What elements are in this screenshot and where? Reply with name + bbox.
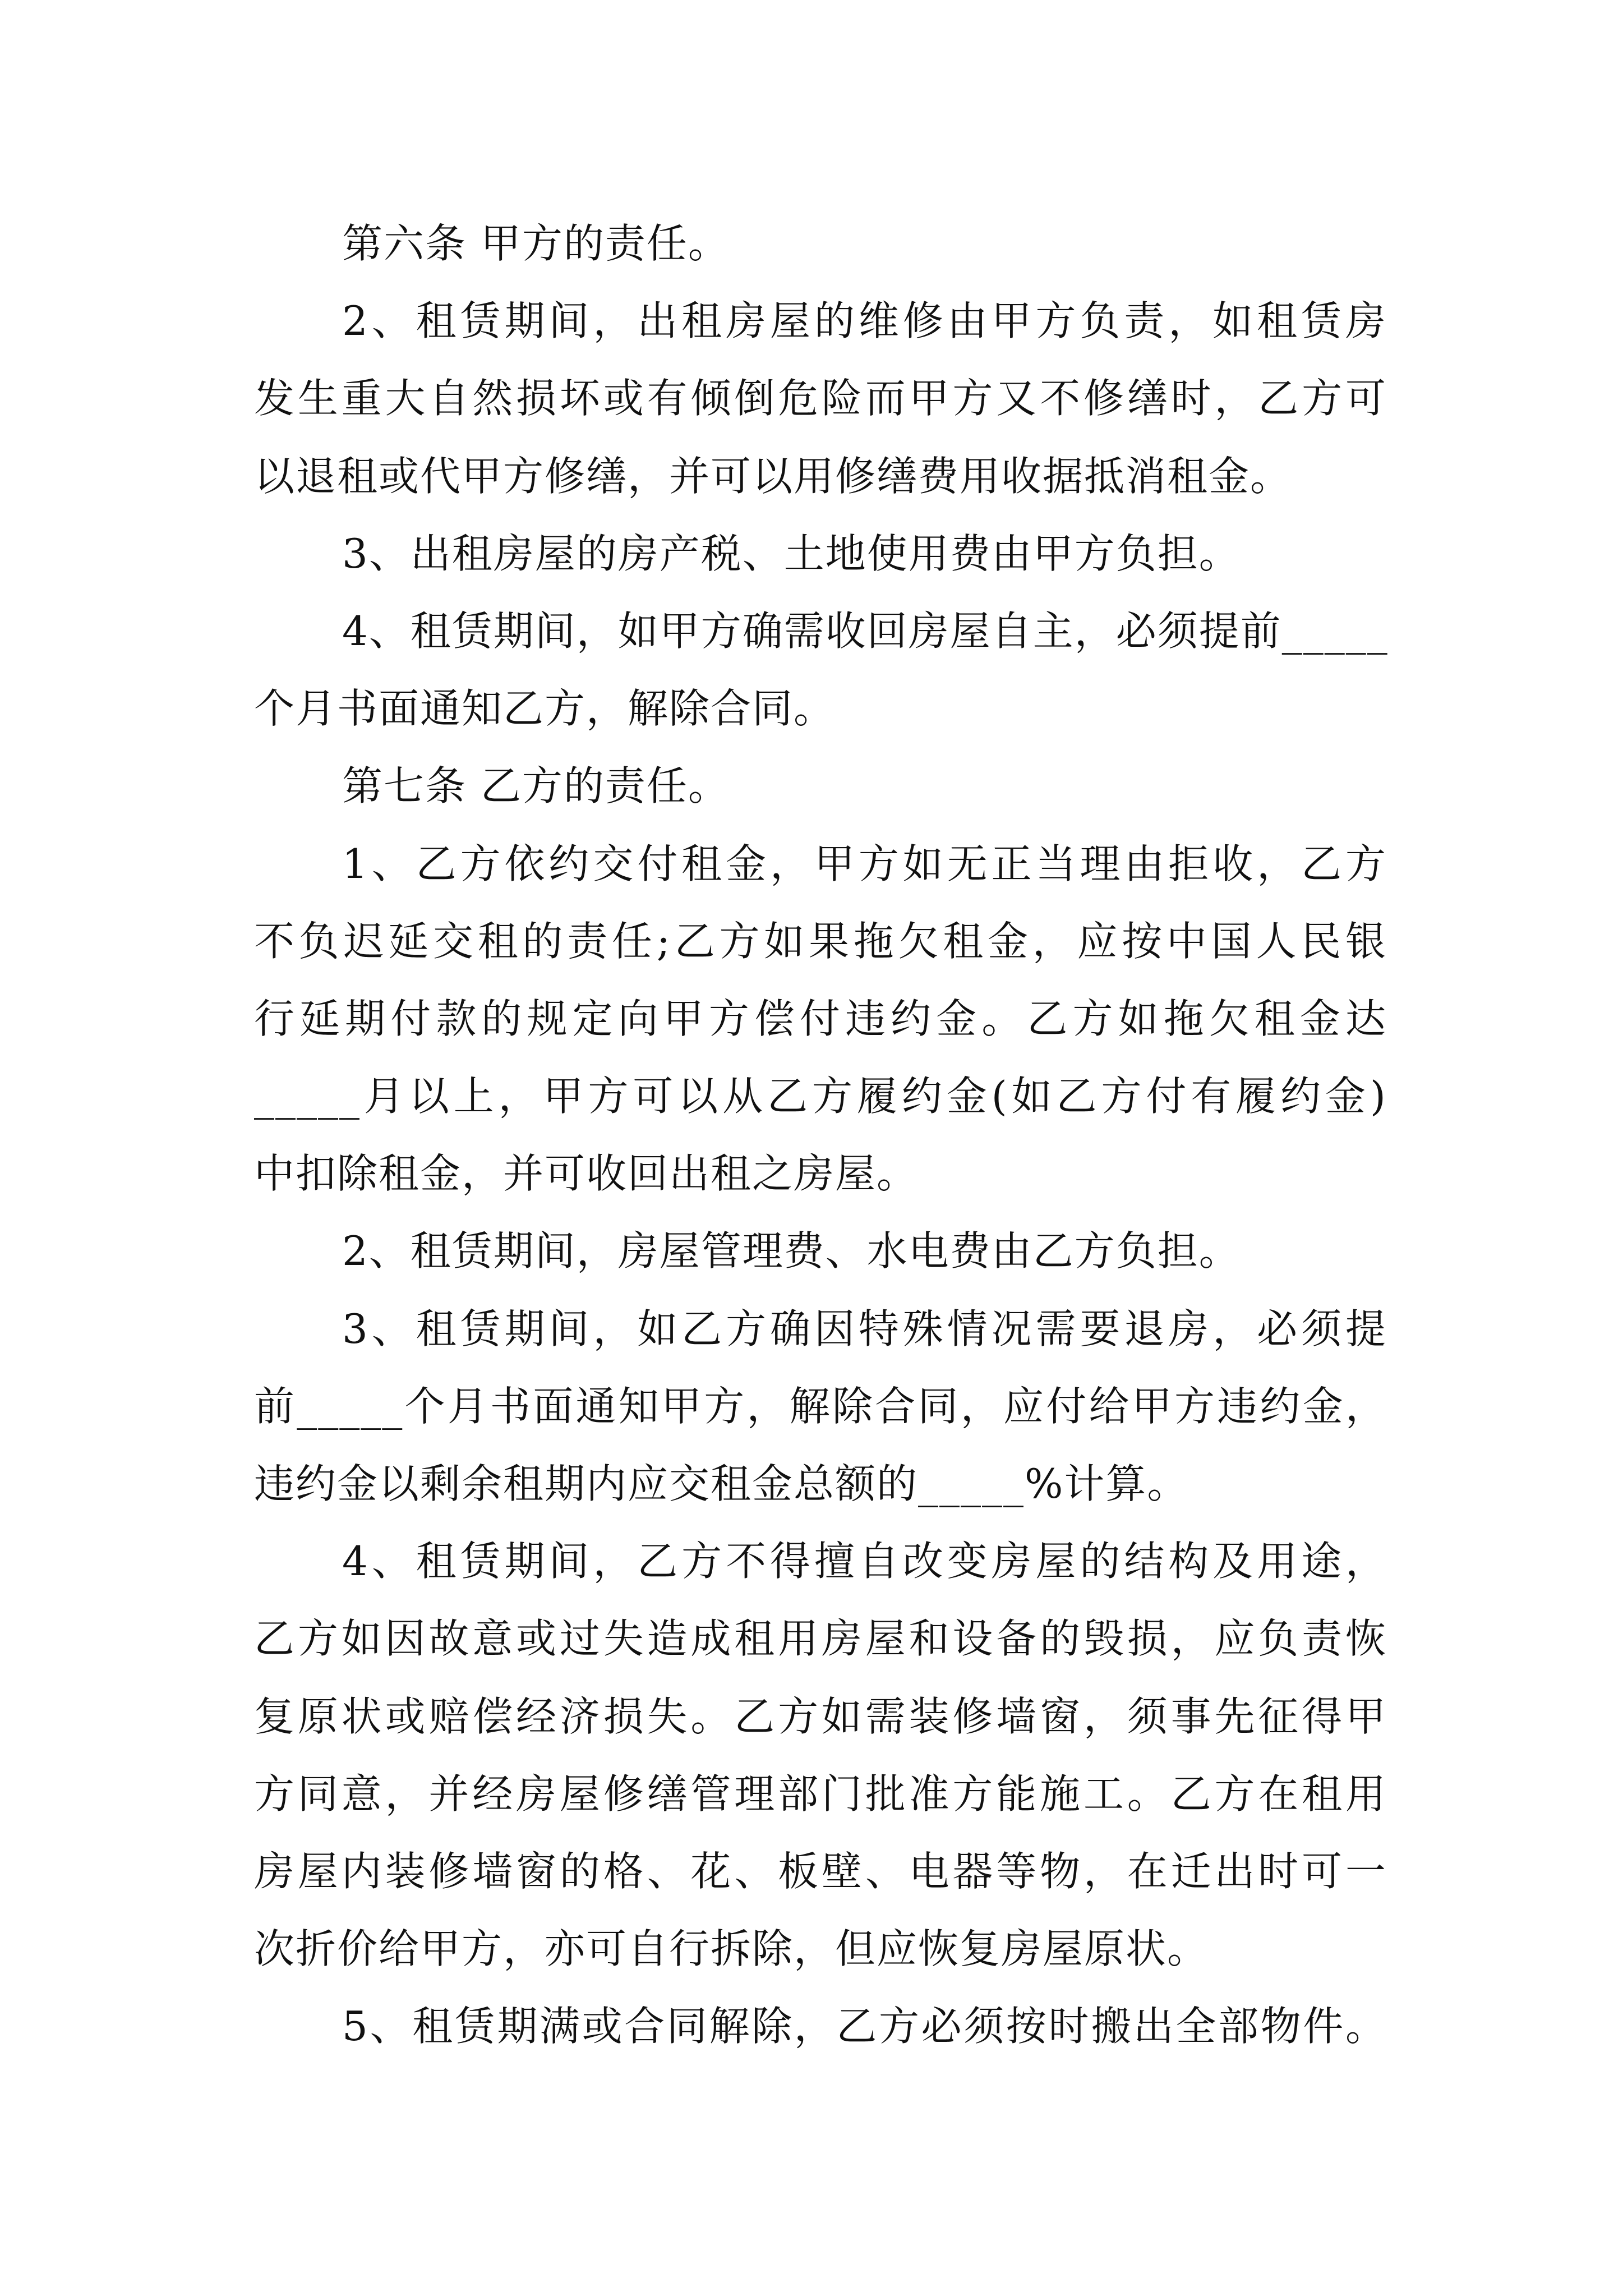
article-6-heading [254,205,1387,282]
text-line: 方同意，并经房屋修缮管理部门批准方能施工。乙方在租用 [254,1770,1387,1818]
text-line: 4、租赁期间，如甲方确需收回房屋自主，必须提前_____ [342,607,1389,655]
text-line: 1、乙方依约交付租金，甲方如无正当理由拒收，乙方 [342,840,1387,887]
clause-7-1 [254,825,1387,1213]
text-line: 复原状或赔偿经济损失。乙方如需装修墙窗，须事先征得甲 [254,1692,1387,1740]
contract-text-body [254,205,1387,2065]
clause-6-4 [254,592,1387,747]
clause-6-3 [254,515,1387,592]
text-line: 次折价给甲方，亦可自行拆除，但应恢复房屋原状。 [254,1925,1209,1973]
text-line: 乙方如因故意或过失造成租用房屋和设备的毁损，应负责恢 [254,1615,1387,1663]
text-line: 2、租赁期间，房屋管理费、水电费由乙方负担。 [342,1227,1241,1275]
clause-7-4 [254,1522,1387,1987]
clause-7-2 [254,1212,1387,1290]
text-line: 4、租赁期间，乙方不得擅自改变房屋的结构及用途， [342,1538,1387,1585]
clause-6-2 [254,282,1387,515]
article-7-heading [254,747,1387,825]
text-line: 违约金以剩余租期内应交租金总额的_____%计算。 [254,1460,1189,1507]
text-line: 不负迟延交租的责任;乙方如果拖欠租金，应按中国人民银 [254,917,1387,965]
text-line: 发生重大自然损坏或有倾倒危险而甲方又不修缮时，乙方可 [254,375,1387,422]
text-line: 5、租赁期满或合同解除，乙方必须按时搬出全部物件。 [342,2003,1387,2050]
text-line: 2、租赁期间，出租房屋的维修由甲方负责，如租赁房 [342,297,1387,345]
text-line: 中扣除租金，并可收回出租之房屋。 [254,1150,919,1198]
text-line: 个月书面通知乙方，解除合同。 [254,685,836,733]
text-line: 3、租赁期间，如乙方确因特殊情况需要退房，必须提 [342,1305,1387,1352]
text-line: 房屋内装修墙窗的格、花、板壁、电器等物，在迁出时可一 [254,1847,1387,1895]
text-line: 以退租或代甲方修缮，并可以用修缮费用收据抵消租金。 [254,452,1292,500]
clause-7-3 [254,1290,1387,1523]
text-line: 3、出租房屋的房产税、土地使用费由甲方负担。 [342,530,1241,577]
clause-7-5 [254,1987,1387,2065]
text-line: 第七条 乙方的责任。 [342,762,730,810]
text-line: 前_____个月书面通知甲方，解除合同，应付给甲方违约金， [254,1382,1387,1430]
text-line: 行延期付款的规定向甲方偿付违约金。乙方如拖欠租金达 [254,995,1387,1042]
text-line: 第六条 甲方的责任。 [342,220,730,267]
text-line: _____月以上，甲方可以从乙方履约金(如乙方付有履约金) [254,1073,1387,1120]
